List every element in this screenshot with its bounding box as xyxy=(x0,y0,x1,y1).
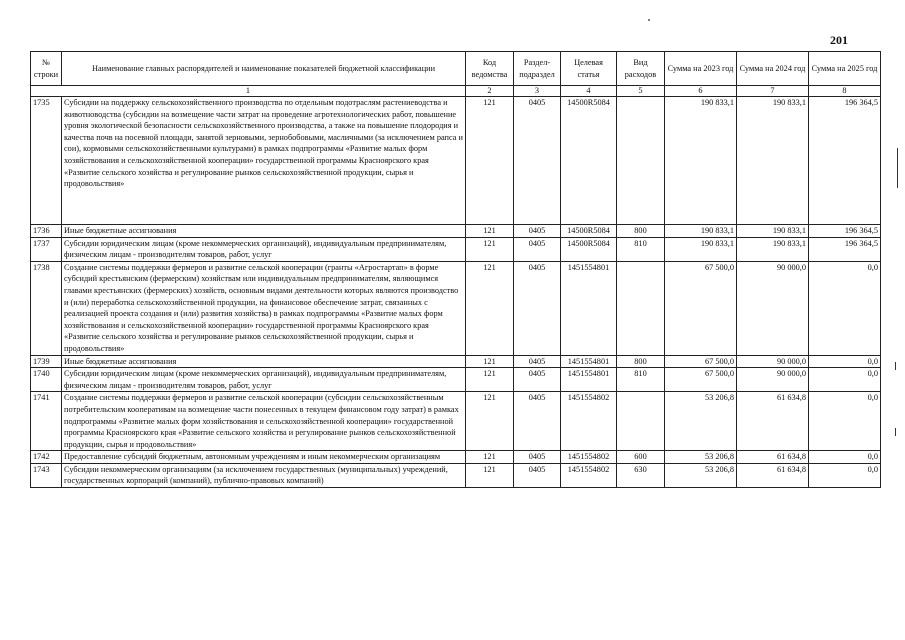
row-sum-2023: 53 206,8 xyxy=(665,392,737,451)
row-sum-2025: 0,0 xyxy=(809,451,881,464)
header-row-number: № строки xyxy=(31,52,62,86)
row-target-article: 1451554801 xyxy=(561,368,617,392)
column-number-cell: 6 xyxy=(665,86,737,97)
row-section: 0405 xyxy=(514,368,561,392)
row-dept-code: 121 xyxy=(466,463,514,487)
row-sum-2023: 190 833,1 xyxy=(665,225,737,238)
row-expense-type: 600 xyxy=(617,451,665,464)
row-name: Создание системы поддержки фермеров и развитие сельской кооперации (гранты «Агростартап» в форме субсидий крестьянским (фермерским) хозяйствам или индивидуальным предпринимателям, являющимся главами крестьянских (фермерских) хозяйств, основным видами деятельности которых являются производство и (или) переработка сельскохозяйственной продукции, на финансовое обеспечение затрат, связанных с реализацией проекта создания и (или) развития хозяйства) в рамках подпрограммы «Развитие малых форм хозяйствования и сельскохозяйственной кооперации» государственной программы Красноярского края «Развитие сельского хозяйства и регулирование рынков сельскохозяйственной продукции, сырья и продовольствия» xyxy=(62,261,466,355)
row-section: 0405 xyxy=(514,237,561,261)
scan-edge-mark xyxy=(895,362,896,370)
row-name: Субсидии некоммерческим организациям (за исключением государственных (муниципальных) учреждений, государственных корпораций (компаний), публично-правовых компаний) xyxy=(62,463,466,487)
row-target-article: 1451554802 xyxy=(561,392,617,451)
row-sum-2025: 0,0 xyxy=(809,368,881,392)
row-expense-type: 630 xyxy=(617,463,665,487)
row-dept-code: 121 xyxy=(466,451,514,464)
row-expense-type: 800 xyxy=(617,355,665,368)
row-number: 1743 xyxy=(31,463,62,487)
row-expense-type: 800 xyxy=(617,225,665,238)
header-name: Наименование главных распорядителей и наименование показателей бюджетной классификации xyxy=(62,52,466,86)
row-target-article: 1451554802 xyxy=(561,463,617,487)
row-name: Создание системы поддержки фермеров и развитие сельской кооперации (субсидии сельскохозяйственным потребительским кооперативам на возмещение части понесенных в текущем финансовом году затрат) в рамках подпрограммы «Развитие малых форм хозяйствования и сельскохозяйственной кооперации» государственной программы Красноярского края «Развитие сельского хозяйства и регулирование рынков сельскохозяйственной продукции, сырья и продовольствия» xyxy=(62,392,466,451)
row-target-article: 1451554801 xyxy=(561,355,617,368)
table-row xyxy=(31,225,881,238)
row-sum-2024: 61 634,8 xyxy=(737,463,809,487)
table-row xyxy=(31,237,881,261)
column-number-cell: 8 xyxy=(809,86,881,97)
row-sum-2023: 67 500,0 xyxy=(665,261,737,355)
budget-table xyxy=(30,51,881,488)
row-section: 0405 xyxy=(514,225,561,238)
row-expense-type xyxy=(617,261,665,355)
scan-dot xyxy=(648,19,650,21)
header-sum-2025: Сумма на 2025 год xyxy=(809,52,881,86)
header-row xyxy=(31,52,881,86)
row-dept-code: 121 xyxy=(466,225,514,238)
row-name: Субсидии юридическим лицам (кроме некоммерческих организаций), индивидуальным предпринимателям, физическим лицам - производителям товаров, работ, услуг xyxy=(62,368,466,392)
row-target-article: 14500R5084 xyxy=(561,225,617,238)
row-target-article: 1451554801 xyxy=(561,261,617,355)
table-row xyxy=(31,451,881,464)
row-number: 1737 xyxy=(31,237,62,261)
row-name: Иные бюджетные ассигнования xyxy=(62,355,466,368)
scan-edge-mark xyxy=(897,148,898,188)
scan-edge-mark xyxy=(895,428,896,436)
row-number: 1735 xyxy=(31,97,62,225)
row-sum-2023: 67 500,0 xyxy=(665,355,737,368)
row-section: 0405 xyxy=(514,355,561,368)
column-number-row xyxy=(31,86,881,97)
row-target-article: 1451554802 xyxy=(561,451,617,464)
row-name: Субсидии на поддержку сельскохозяйственного производства по отдельным подотраслям растениеводства и животноводства (субсидии на возмещение части затрат на проведение агротехнологических работ, повышение уровня экологической безопасности сельскохозяйственного производства, а также на повышение плодородия и качества почв на посевной площади, занятой зерновыми, зернобобовыми, масличными (за исключением рапса и сои), кормовыми сельскохозяйственными культурами) в рамках подпрограммы «Развитие малых форм хозяйствования и сельскохозяйственной кооперации» государственной программы Красноярского края «Развитие сельского хозяйства и регулирование рынков сельскохозяйственной продукции, сырья и продовольствия» xyxy=(62,97,466,225)
row-number: 1738 xyxy=(31,261,62,355)
row-section: 0405 xyxy=(514,463,561,487)
row-name: Предоставление субсидий бюджетным, автономным учреждениям и иным некоммерческим организациям xyxy=(62,451,466,464)
row-dept-code: 121 xyxy=(466,261,514,355)
column-number-cell: 7 xyxy=(737,86,809,97)
row-sum-2023: 53 206,8 xyxy=(665,451,737,464)
row-sum-2023: 53 206,8 xyxy=(665,463,737,487)
column-number-cell: 1 xyxy=(31,86,466,97)
table-row xyxy=(31,463,881,487)
table-row xyxy=(31,261,881,355)
table-row xyxy=(31,392,881,451)
header-section: Раздел-подраздел xyxy=(514,52,561,86)
row-sum-2025: 0,0 xyxy=(809,355,881,368)
header-target-article: Целевая статья xyxy=(561,52,617,86)
row-number: 1742 xyxy=(31,451,62,464)
row-section: 0405 xyxy=(514,392,561,451)
row-sum-2023: 190 833,1 xyxy=(665,237,737,261)
row-sum-2025: 0,0 xyxy=(809,392,881,451)
row-sum-2024: 90 000,0 xyxy=(737,368,809,392)
row-sum-2023: 190 833,1 xyxy=(665,97,737,225)
row-sum-2024: 61 634,8 xyxy=(737,451,809,464)
row-number: 1741 xyxy=(31,392,62,451)
row-dept-code: 121 xyxy=(466,392,514,451)
row-expense-type: 810 xyxy=(617,237,665,261)
row-dept-code: 121 xyxy=(466,237,514,261)
row-sum-2025: 196 364,5 xyxy=(809,237,881,261)
row-sum-2024: 190 833,1 xyxy=(737,237,809,261)
header-expense-type: Вид расходов xyxy=(617,52,665,86)
row-sum-2025: 196 364,5 xyxy=(809,97,881,225)
page-number: 201 xyxy=(830,33,848,47)
row-dept-code: 121 xyxy=(466,368,514,392)
row-sum-2025: 0,0 xyxy=(809,261,881,355)
header-dept-code: Код ведомства xyxy=(466,52,514,86)
row-name: Иные бюджетные ассигнования xyxy=(62,225,466,238)
row-target-article: 14500R5084 xyxy=(561,237,617,261)
row-sum-2024: 90 000,0 xyxy=(737,355,809,368)
column-number-cell: 4 xyxy=(561,86,617,97)
row-section: 0405 xyxy=(514,451,561,464)
row-dept-code: 121 xyxy=(466,355,514,368)
table-row xyxy=(31,368,881,392)
row-section: 0405 xyxy=(514,261,561,355)
row-sum-2024: 90 000,0 xyxy=(737,261,809,355)
row-sum-2024: 190 833,1 xyxy=(737,97,809,225)
row-name: Субсидии юридическим лицам (кроме некоммерческих организаций), индивидуальным предпринимателям, физическим лицам - производителям товаров, работ, услуг xyxy=(62,237,466,261)
table-row xyxy=(31,355,881,368)
row-sum-2024: 190 833,1 xyxy=(737,225,809,238)
row-number: 1736 xyxy=(31,225,62,238)
column-number-cell: 2 xyxy=(466,86,514,97)
column-number-cell: 5 xyxy=(617,86,665,97)
row-sum-2023: 67 500,0 xyxy=(665,368,737,392)
table-row xyxy=(31,97,881,225)
row-dept-code: 121 xyxy=(466,97,514,225)
row-target-article: 14500R5084 xyxy=(561,97,617,225)
row-expense-type xyxy=(617,392,665,451)
row-sum-2024: 61 634,8 xyxy=(737,392,809,451)
row-sum-2025: 0,0 xyxy=(809,463,881,487)
row-section: 0405 xyxy=(514,97,561,225)
column-number-cell: 3 xyxy=(514,86,561,97)
row-expense-type: 810 xyxy=(617,368,665,392)
row-number: 1740 xyxy=(31,368,62,392)
row-sum-2025: 196 364,5 xyxy=(809,225,881,238)
header-sum-2024: Сумма на 2024 год xyxy=(737,52,809,86)
row-number: 1739 xyxy=(31,355,62,368)
header-sum-2023: Сумма на 2023 год xyxy=(665,52,737,86)
row-expense-type xyxy=(617,97,665,225)
